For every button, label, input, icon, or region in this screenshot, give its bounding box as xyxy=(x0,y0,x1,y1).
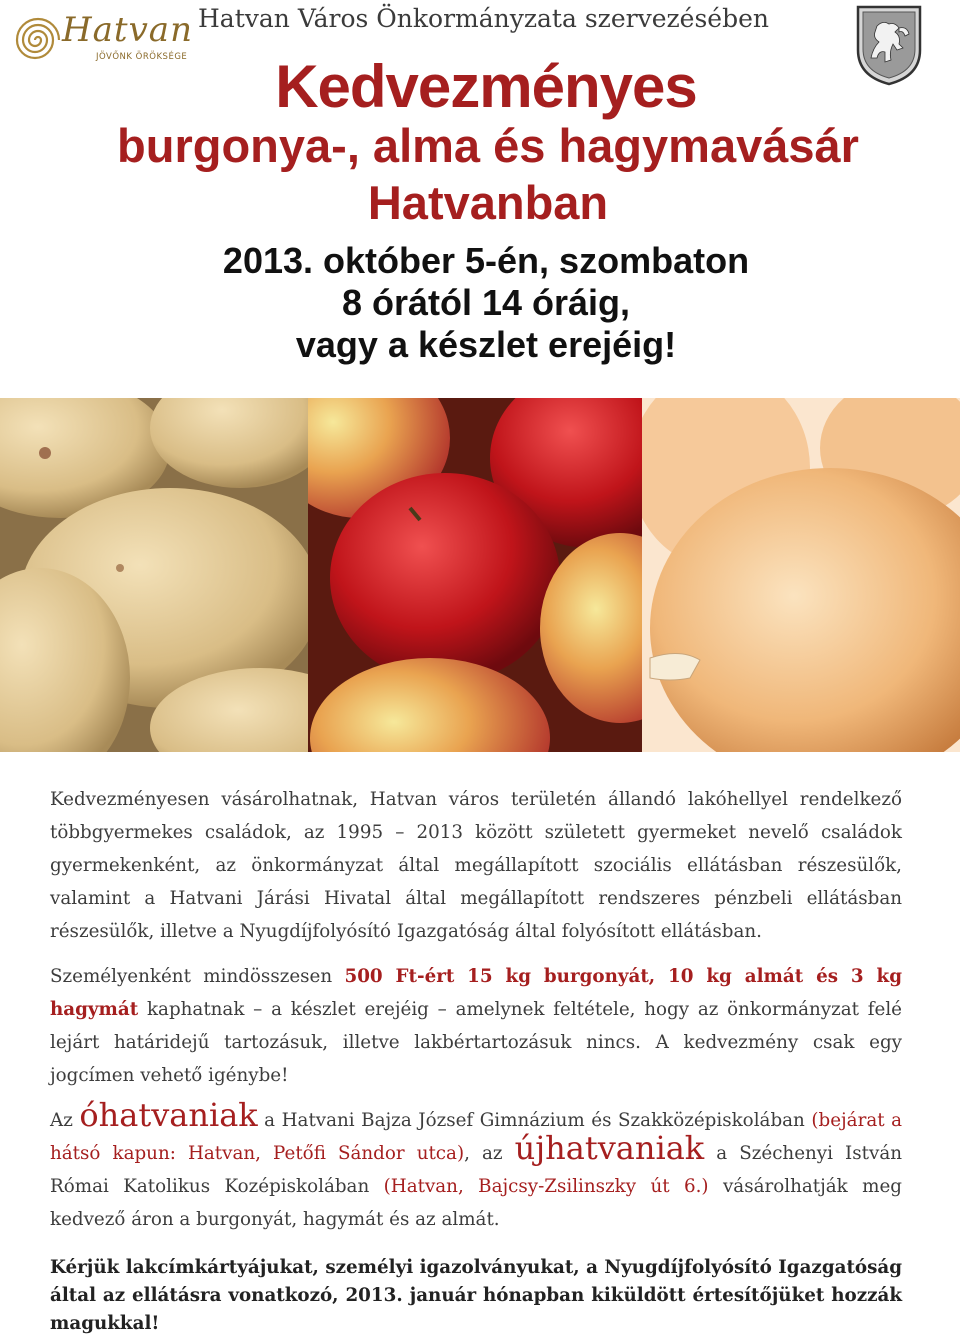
eligibility-paragraph: Kedvezményesen vásárolhatnak, Hatvan város területén állandó lakóhellyel rendelkező többgyermekes családok, az 1995 – 2013 között született gyermeket nevelő családok gyermekenként, az önkormányzat által megállapított szociális ellátásban részesülők, valamint a Hatvani Járási Hivatal által megállapított rendszeres pénzbeli ellátásban részesülők, illetve a Nyugdíjfolyósító Igazgatóság által folyósított ellátásban. xyxy=(50,789,902,942)
logo-tagline: JÖVŐNK ÖRÖKSÉGE xyxy=(96,52,188,62)
event-subtitle-line3: Hatvanban xyxy=(367,176,609,229)
date-line3: vagy a készlet erejéig! xyxy=(295,324,677,365)
documents-reminder: Kérjük lakcímkártyájukat, személyi igazolványukat, a Nyugdíjfolyósító Igazgatóság által az ellátásra vonatkozó, 2013. január hónapban kiküldött értesítőjüket hozzák magukkal! xyxy=(50,1257,902,1334)
date-line1: 2013. október 5-én, szombaton xyxy=(222,240,750,281)
locations-text: , az xyxy=(464,1143,515,1164)
date-line2: 8 órától 14 óráig, xyxy=(341,282,631,323)
new-hatvan-address: (Hatvan, Bajcsy-Zsilinszky út 6.) xyxy=(383,1176,709,1197)
old-hatvan-school: a Hatvani Bajza József Gimnázium és Szakközépiskolában xyxy=(257,1110,812,1131)
organizer-line: Hatvan Város Önkormányzata szervezésében xyxy=(198,4,769,33)
event-details xyxy=(50,783,902,1338)
offer-conditions: kaphatnak – a készlet erejéig – amelynek feltétele, hogy az önkormányzat felé lejárt határidejű tartozásuk, illetve lakbértartozásuk nincs. A kedvezmény csak egy jogcímen vehető igénybe! xyxy=(50,999,902,1086)
onions-photo xyxy=(630,398,960,752)
apples-photo xyxy=(270,398,700,752)
offer-paragraph xyxy=(50,960,902,1092)
old-hatvan-label: óhatvaniak xyxy=(79,1096,258,1134)
offer-highlight: 500 Ft-ért 15 kg burgonyát, 10 kg almát és 3 kg hagymát xyxy=(50,966,902,1020)
event-subtitle xyxy=(0,120,960,229)
old-hatvan-address: (bejárat a hátsó kapun: Hatvan, Petőfi Sándor utca) xyxy=(50,1110,902,1164)
new-hatvan-label: újhatvaniak xyxy=(514,1129,705,1167)
locations-text: vásárolhatják meg kedvező áron a burgonyát, hagymát és az almát. xyxy=(50,1176,902,1230)
offer-lead: Személyenként mindösszesen xyxy=(50,966,345,987)
new-hatvan-school: a Széchenyi István Római Katolikus Kozépiskolában xyxy=(50,1143,903,1197)
locations-paragraph xyxy=(50,1096,903,1236)
event-title: Kedvezményes xyxy=(275,53,697,120)
logo-wordmark: Hatvan xyxy=(62,10,193,50)
event-subtitle-line2: burgonya-, alma és hagymavásár xyxy=(117,119,859,172)
produce-photo-strip xyxy=(0,398,960,752)
locations-text: Az xyxy=(50,1110,80,1131)
event-date xyxy=(0,240,960,366)
